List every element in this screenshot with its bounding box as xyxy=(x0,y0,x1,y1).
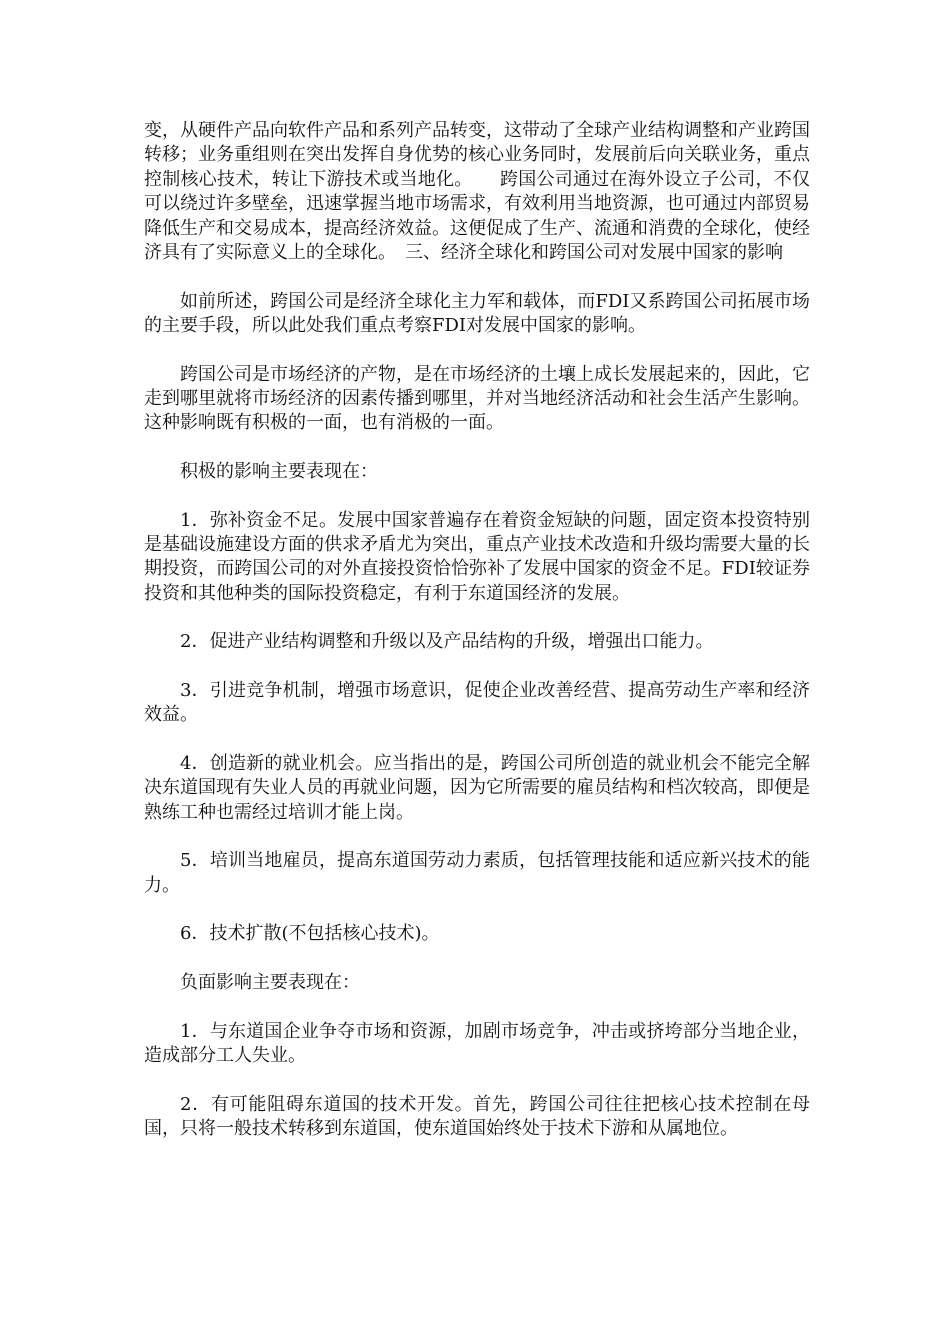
paragraph-positive-heading: 积极的影响主要表现在： xyxy=(180,461,378,483)
list-item-positive-3: 3．引进竞争机制，增强市场意识，促使企业改善经营、提高劳动生产率和经济效益。 xyxy=(144,680,810,726)
paragraph-negative-heading: 负面影响主要表现在： xyxy=(180,972,360,994)
list-item-positive-5: 5．培训当地雇员，提高东道国劳动力素质，包括管理技能和适应新兴技术的能力。 xyxy=(144,850,810,896)
document-body xyxy=(144,119,810,1166)
paragraph-continuation: 变，从硬件产品向软件产品和系列产品转变，这带动了全球产业结构调整和产业跨国转移；业务重组则在突出发挥自身优势的核心业务同时，发展前后向关联业务，重点控制核心技术，转让下游技术或当地化。 跨国公司通过在海外设立子公司，不仅可以绕过许多壁垒，迅速掌握当地市场需求，有效利用当地资源，也可通过内部贸易降低生产和交易成本，提高经济效益。这便促成了生产、流通和消费的全球化，使经济具有了实际意义上的全球化。 三、经济全球化和跨国公司对发展中国家的影响 xyxy=(144,120,810,264)
list-item-positive-2: 2．促进产业结构调整和升级以及产品结构的升级，增强出口能力。 xyxy=(180,631,714,653)
paragraph-fdi-intro: 如前所述，跨国公司是经济全球化主力军和载体，而FDI又系跨国公司拓展市场的主要手段，所以此处我们重点考察FDI对发展中国家的影响。 xyxy=(144,290,810,337)
list-item-positive-4: 4．创造新的就业机会。应当指出的是，跨国公司所创造的就业机会不能完全解决东道国现有失业人员的再就业问题，因为它所需要的雇员结构和档次较高，即便是熟练工种也需经过培训才能上岗。 xyxy=(144,753,810,823)
list-item-negative-1: 1．与东道国企业争夺市场和资源，加剧市场竞争，冲击或挤垮部分当地企业，造成部分工人失业。 xyxy=(144,1020,810,1067)
list-item-positive-6: 6．技术扩散(不包括核心技术)。 xyxy=(180,923,440,945)
list-item-negative-2: 2．有可能阻碍东道国的技术开发。首先，跨国公司往往把核心技术控制在母国，只将一般技术转移到东道国，使东道国始终处于技术下游和从属地位。 xyxy=(144,1093,810,1140)
list-item-positive-1: 1．弥补资金不足。发展中国家普遍存在着资金短缺的问题，固定资本投资特别是基础设施建设方面的供求矛盾尤为突出，重点产业技术改造和升级均需要大量的长期投资，而跨国公司的对外直接投资恰恰弥补了发展中国家的资金不足。FDI较证券投资和其他种类的国际投资稳定，有利于东道国经济的发展。 xyxy=(144,509,810,604)
paragraph-market-economy: 跨国公司是市场经济的产物，是在市场经济的土壤上成长发展起来的，因此，它走到哪里就将市场经济的因素传播到哪里，并对当地经济活动和社会生活产生影响。这种影响既有积极的一面，也有消极的一面。 xyxy=(144,363,810,434)
